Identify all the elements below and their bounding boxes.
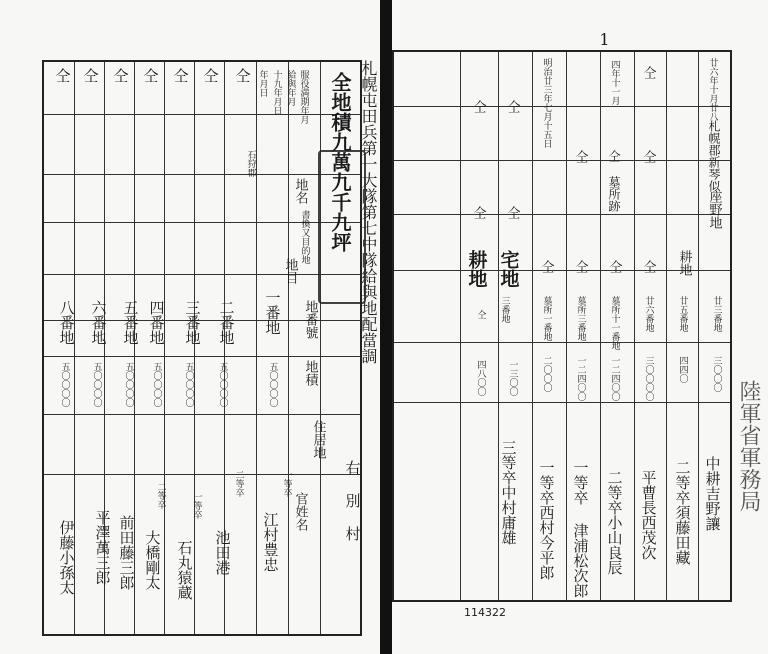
lot-cell: 仝 — [475, 310, 486, 319]
ditto-mark: 仝 — [53, 68, 72, 83]
land-cell: 耕地 — [676, 250, 692, 276]
header-grant-date: 十九年月日 — [271, 70, 282, 115]
header-land: 地目 — [282, 258, 298, 284]
header-name: 官姓名 — [292, 492, 308, 531]
left-page — [0, 0, 380, 654]
person-cell: 三等卒中村庸雄 — [499, 440, 518, 545]
area-cell: 五〇〇〇〇 — [59, 362, 70, 407]
place-cell: 仝 — [640, 150, 656, 163]
lot-cell: 五番地 — [121, 300, 140, 345]
right-page — [392, 0, 768, 654]
lot-cell: 三番地 — [499, 296, 510, 323]
lot-cell: 墓所三番地 — [575, 296, 586, 341]
ditto-mark: 仝 — [141, 68, 160, 83]
page-mark: 1 — [595, 30, 614, 49]
land-cell: 仝 — [606, 260, 622, 273]
place-cell: 石狩郡 — [245, 150, 256, 177]
date-cell: 四年十一月 — [609, 60, 620, 105]
ditto-mark: 仝 — [201, 68, 220, 83]
area-cell: 五〇〇〇〇 — [217, 362, 228, 407]
name-cell: 平澤萬三郎 — [93, 510, 112, 585]
header-location: 住居地 — [310, 420, 326, 459]
land-cell: 宅地 — [497, 250, 520, 288]
place-cell: 仝 — [572, 150, 588, 163]
ditto-mark: 仝 — [233, 68, 252, 83]
header-grant: 給與年月 — [285, 70, 296, 106]
place-cell: 仝 — [470, 206, 486, 219]
lot-cell: 墓所十一番地 — [609, 296, 620, 350]
lot-cell: 墓所一番地 — [541, 296, 552, 341]
area-cell: 五〇〇〇〇 — [91, 362, 102, 407]
date-cell: 明治廿三年七月十五日 — [541, 58, 552, 148]
area-cell: 二〇〇〇 — [541, 356, 552, 392]
header-place: 地名 — [292, 178, 308, 204]
name-cell: 大橋剛太 — [143, 530, 162, 590]
land-cell: 仝 — [572, 260, 588, 273]
person-cell: 中耕吉野讓 — [703, 456, 722, 531]
name-cell: 池田港 — [213, 530, 232, 575]
ditto-mark: 仝 — [171, 68, 190, 83]
person-cell: 一等卒西村今平郎 — [537, 460, 556, 580]
land-cell: 耕地 — [465, 250, 488, 288]
lot-cell: 六番地 — [89, 300, 108, 345]
place-cell: 仝 — [504, 206, 520, 219]
date-cell: 仝 — [470, 100, 486, 113]
place-cell: 仝 墓所跡 — [607, 150, 621, 212]
area-cell: 五〇〇〇〇 — [267, 362, 278, 407]
rank-cell: 一等卒 — [191, 492, 202, 519]
area-cell: 四四〇 — [677, 356, 688, 383]
lot-cell: 二番地 — [217, 300, 236, 345]
land-cell: 座野地 — [706, 190, 722, 229]
place-cell: 札幌郡新琴似 — [707, 120, 721, 192]
area-cell: 三〇〇〇〇 — [643, 356, 654, 401]
header-category: 書換又目的地 — [299, 210, 310, 264]
header-lot: 地番號 — [302, 300, 318, 339]
area-cell: 五〇〇〇〇 — [151, 362, 162, 407]
land-cell: 仝 — [640, 260, 656, 273]
person-cell: 平曹長西茂次 — [639, 470, 658, 560]
land-cell: 仝 — [538, 260, 554, 273]
area-cell: 四八〇〇 — [475, 360, 486, 396]
date-cell: 仝 — [504, 100, 520, 113]
header-service: 服役満期年月 — [298, 70, 309, 124]
name-cell: 石丸猿蔵 — [175, 540, 194, 600]
ditto-mark: 仝 — [111, 68, 130, 83]
area-cell: 一二四〇〇 — [575, 356, 586, 401]
date-cell: 廿六年十月廿八 — [707, 58, 718, 121]
name-cell: 前田藤三郎 — [117, 515, 136, 590]
lot-cell: 一番地 — [263, 290, 282, 335]
name-cell: 伊藤小孫太 — [57, 520, 76, 595]
footer-number: 114322 — [464, 606, 506, 619]
name-cell: 江村豊忠 — [261, 512, 280, 572]
rank-cell: 一等卒 — [281, 470, 292, 497]
book-spine — [380, 0, 392, 654]
edge-text: 陸軍省軍務局 — [736, 380, 761, 512]
area-cell: 三〇〇〇 — [711, 356, 722, 392]
rank-cell: 二等卒 — [233, 470, 244, 497]
rank-cell: 二等卒 — [155, 482, 166, 509]
seal-stamp — [318, 150, 366, 304]
date-cell: 仝 — [640, 66, 656, 79]
area-cell: 五〇〇〇〇 — [183, 362, 194, 407]
person-cell: 二等卒須藤田藏 — [673, 460, 692, 565]
area-cell: 五〇〇〇〇 — [123, 362, 134, 407]
lot-cell: 四番地 — [147, 300, 166, 345]
lot-cell: 三番地 — [183, 300, 202, 345]
document-title: 札幌屯田兵第一大隊第七中隊給與地配當調 — [359, 60, 378, 364]
lot-cell: 廿三番地 — [711, 296, 722, 332]
area-cell: 一二四〇〇 — [609, 356, 620, 401]
left-table-frame — [42, 60, 362, 636]
person-cell: 二等卒小山良辰 — [605, 470, 624, 575]
header-date: 年月日 — [257, 70, 268, 97]
lot-cell: 廿六番地 — [643, 296, 654, 332]
area-overlay-title: 全地積九萬九千九坪 — [328, 72, 352, 252]
area-cell: 一三〇〇 — [507, 360, 518, 396]
lot-cell: 八番地 — [57, 300, 76, 345]
ditto-mark: 仝 — [81, 68, 100, 83]
person-cell: 一等卒 津浦松次郎 — [571, 460, 590, 598]
lot-cell: 廿五番地 — [677, 296, 688, 332]
village-name: 右 別 村 — [343, 460, 362, 541]
header-area: 地積 — [302, 360, 318, 386]
